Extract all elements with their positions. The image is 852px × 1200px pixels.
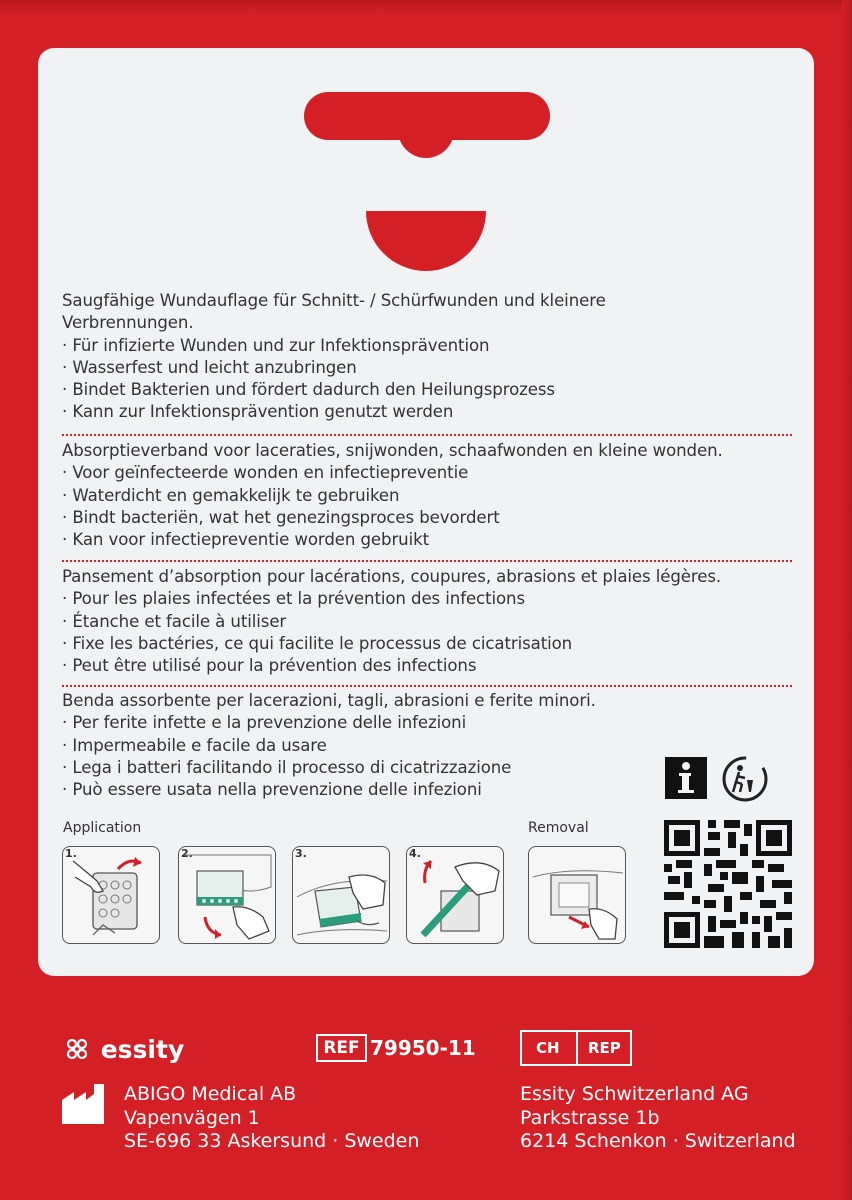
qr-code-icon — [664, 820, 792, 948]
ref-symbol: REF — [316, 1034, 367, 1062]
manufacturer-city: SE-696 33 Askersund · Sweden — [124, 1130, 420, 1152]
text-line: · Peut être utilisé pour la prévention des infections — [62, 656, 477, 676]
application-step-1 — [62, 846, 160, 944]
french-description — [62, 566, 792, 677]
brand-name: essity — [100, 1035, 185, 1064]
text-line: · Pour les plaies infectées et la prévention des infections — [62, 589, 526, 609]
text-line: · Voor geïnfecteerde wonden en infectiepreventie — [62, 463, 469, 483]
manufacturer-street: Vapenvägen 1 — [124, 1106, 260, 1129]
manufacturer-name: ABIGO Medical AB — [124, 1083, 297, 1105]
info-icon — [664, 756, 708, 800]
representative-address — [520, 1083, 796, 1154]
rep-label: REP — [588, 1039, 621, 1057]
german-description — [62, 290, 792, 424]
ch-rep-symbol — [520, 1030, 632, 1066]
text-line: · Bindt bacteriën, wat het genezingsproces bevordert — [62, 507, 500, 527]
representative-street: Parkstrasse 1b — [520, 1106, 660, 1129]
ref-number: 79950-11 — [370, 1036, 476, 1060]
step-number: 2. — [181, 847, 193, 860]
step-number: 1. — [65, 847, 77, 860]
tidyman-recycle-icon — [720, 754, 770, 804]
section-divider — [62, 560, 792, 562]
text-line: · Étanche et facile à utiliser — [62, 611, 287, 631]
ch-label: CH — [536, 1039, 560, 1057]
text-line: · Bindet Bakterien und fördert dadurch den Heilungsprozess — [62, 380, 555, 400]
text-line: Saugfähige Wundauflage für Schnitt- / Schürfwunden und kleinere — [62, 291, 606, 310]
text-line: Pansement d’absorption pour lacérations, coupures, abrasions et plaies légères. — [62, 567, 722, 586]
text-line: · Kan voor infectiepreventie worden gebruikt — [62, 530, 430, 550]
text-line: Verbrennungen. — [62, 313, 194, 333]
application-label: Application — [63, 820, 142, 836]
representative-name: Essity Schwitzerland AG — [520, 1083, 749, 1105]
step-number: 3. — [295, 847, 307, 860]
removal-label: Removal — [528, 820, 589, 836]
text-line: · Lega i batteri facilitando il processo di cicatrizzazione — [62, 757, 512, 777]
text-line: · Kann zur Infektionsprävention genutzt werden — [62, 402, 454, 422]
text-line: · Impermeabile e facile da usare — [62, 735, 327, 755]
application-step-2 — [178, 846, 276, 944]
text-line: · Per ferite infette e la prevenzione delle infezioni — [62, 713, 467, 733]
text-line: · Waterdicht en gemakkelijk te gebruiken — [62, 485, 400, 505]
ch-rep-divider — [576, 1032, 578, 1064]
text-line: · Wasserfest und leicht anzubringen — [62, 357, 357, 377]
removal-step — [528, 846, 626, 944]
application-step-4 — [406, 846, 504, 944]
box-top-edge — [0, 0, 852, 14]
step-number: 4. — [409, 847, 421, 860]
box-right-edge — [842, 0, 852, 1200]
section-divider — [62, 434, 792, 436]
text-line: Benda assorbente per lacerazioni, tagli, abrasioni e ferite minori. — [62, 691, 596, 710]
text-line: · Fixe les bactéries, ce qui facilite le processus de cicatrisation — [62, 633, 573, 653]
section-divider — [62, 685, 792, 687]
application-step-3 — [292, 846, 390, 944]
text-line: Absorptieverband voor laceraties, snijwonden, schaafwonden en kleine wonden. — [62, 441, 723, 460]
essity-flower-icon — [62, 1034, 92, 1064]
factory-icon — [60, 1082, 108, 1126]
text-line: · Für infizierte Wunden und zur Infektionsprävention — [62, 335, 490, 355]
dutch-description — [62, 440, 792, 551]
representative-city: 6214 Schenkon · Switzerland — [520, 1130, 796, 1152]
text-line: · Può essere usata nella prevenzione delle infezioni — [62, 780, 482, 800]
manufacturer-address — [124, 1083, 419, 1154]
essity-logo — [62, 1034, 184, 1064]
